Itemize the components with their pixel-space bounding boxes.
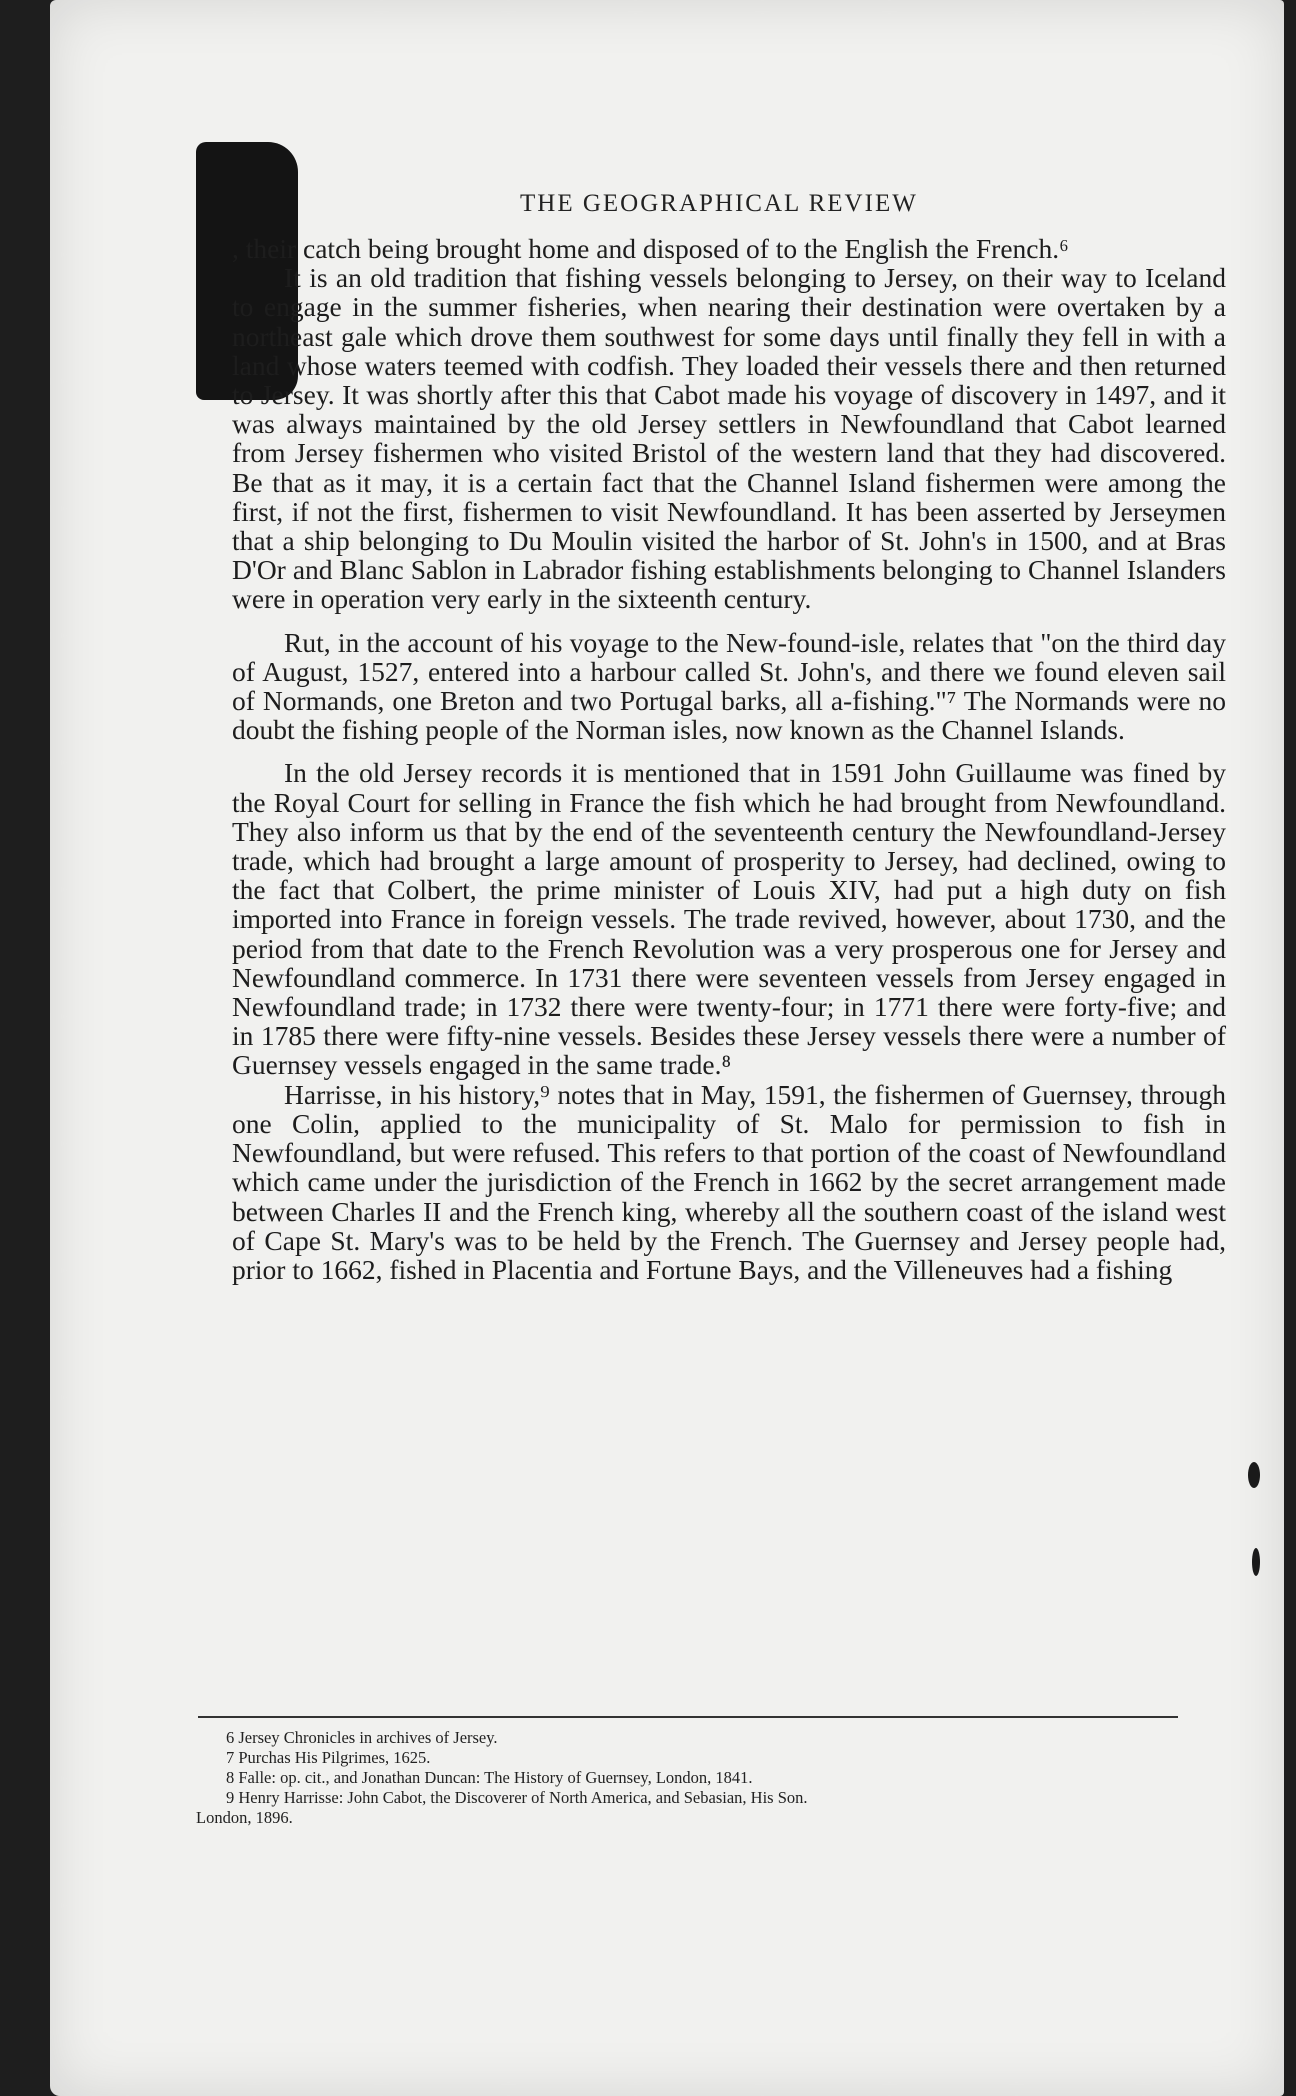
- footnote: 7 Purchas His Pilgrimes, 1625.: [226, 1748, 431, 1767]
- paragraph: Rut, in the account of his voyage to the New-found-isle, relates that "on the third day of August, 1527, entered into a harbour called St. John's, and there we found eleven sail of Normands, one Breton and two Portugal barks, all a-fishing."⁷ The Normands were no doubt the fishing people of the Norman isles, now known as the Channel Islands.: [232, 626, 1226, 746]
- footnote: 8 Falle: op. cit., and Jonathan Duncan: The History of Guernsey, London, 1841.: [226, 1768, 753, 1787]
- footnote-continuation: London, 1896.: [196, 1808, 293, 1827]
- footnote-rule: [198, 1716, 1178, 1718]
- footnote: 6 Jersey Chronicles in archives of Jersey.: [226, 1728, 498, 1747]
- footnote: 9 Henry Harrisse: John Cabot, the Discoverer of North America, and Sebasian, His Son.: [226, 1788, 808, 1807]
- running-header: THE GEOGRAPHICAL REVIEW: [520, 190, 918, 217]
- margin-blot: [1248, 1462, 1260, 1488]
- paragraph: , their catch being brought home and disposed of to the English the French.⁶: [232, 233, 1069, 264]
- paragraph: Harrisse, in his history,⁹ notes that in May, 1591, the fishermen of Guernsey, through one Colin, applied to the municipality of St. Malo for permission to fish in Newfoundland, but were refused. This refers to that portion of the coast of Newfoundland which came under the jurisdiction of the French in 1662 by the secret arrangement made between Charles II and the French king, whereby all the southern coast of the island west of Cape St. Mary's was to be held by the French. The Guernsey and Jersey people had, prior to 1662, fished in Placentia and Fortune Bays, and the Villeneuves had a fishing: [232, 1078, 1226, 1285]
- footnotes: [196, 1728, 1186, 1828]
- paragraph: It is an old tradition that fishing vessels belonging to Jersey, on their way to Iceland to engage in the summer fisheries, when nearing their destination were overtaken by a northeast gale which drove them southwest for some days until finally they fell in with a land whose waters teemed with codfish. They loaded their vessels there and then returned to Jersey. It was shortly after this that Cabot made his voyage of discovery in 1497, and it was always maintained by the old Jersey settlers in Newfoundland that Cabot learned from Jersey fishermen who visited Bristol of the western land that they had discovered. Be that as it may, it is a certain fact that the Channel Island fishermen were among the first, if not the first, fishermen to visit Newfoundland. It has been asserted by Jerseymen that a ship belonging to Du Moulin visited the harbor of St. John's in 1500, and at Bras D'Or and Blanc Sablon in Labrador fishing establishments belonging to Channel Islanders were in operation very early in the sixteenth century.: [232, 262, 1226, 615]
- margin-blot: [1252, 1548, 1260, 1576]
- body-text: [232, 234, 1226, 1284]
- paragraph: In the old Jersey records it is mentioned that in 1591 John Guillaume was fined by the Royal Court for selling in France the fish which he had brought from Newfoundland. They also inform us that by the end of the seventeenth century the Newfoundland-Jersey trade, which had brought a large amount of prosperity to Jersey, had declined, owing to the fact that Colbert, the prime minister of Louis XIV, had put a high duty on fish imported into France in foreign vessels. The trade revived, however, about 1730, and the period from that date to the French Revolution was a very prosperous one for Jersey and Newfoundland commerce. In 1731 there were seventeen vessels from Jersey engaged in Newfoundland trade; in 1732 there were twenty-four; in 1771 there were forty-five; and in 1785 there were fifty-nine vessels. Besides these Jersey vessels there were a number of Guernsey vessels engaged in the same trade.⁸: [232, 757, 1226, 1081]
